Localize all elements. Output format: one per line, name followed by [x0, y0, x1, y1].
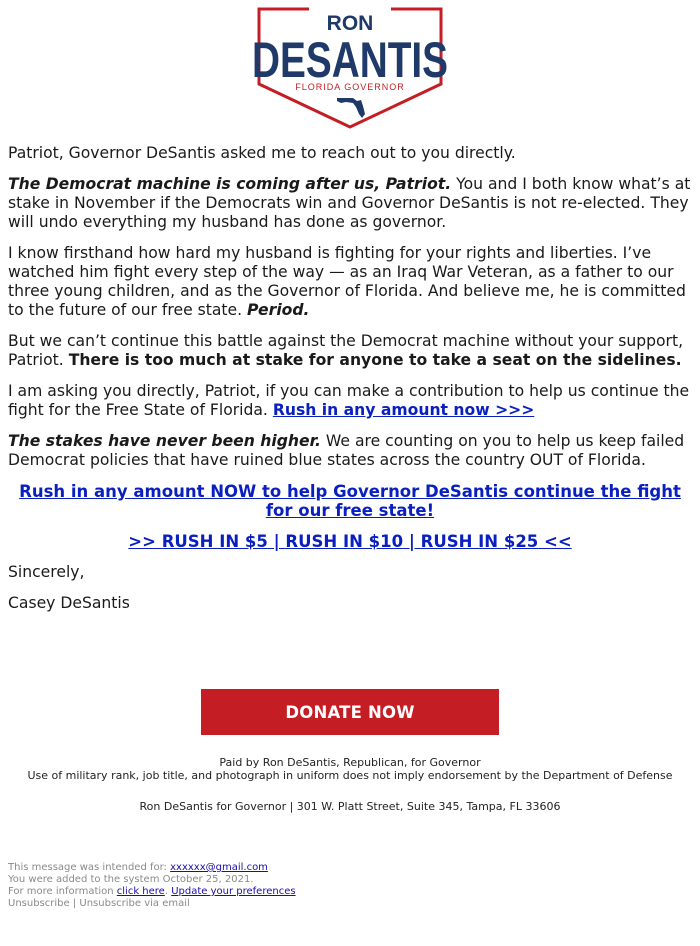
update-preferences-link[interactable]: Update your preferences — [171, 886, 296, 897]
rush-suffix: << — [538, 532, 572, 551]
intended-for-label: This message was intended for: — [8, 862, 171, 873]
paid-by-text: Paid by Ron DeSantis, Republican, for Governor — [219, 756, 481, 769]
click-here-link[interactable]: click here — [116, 886, 165, 897]
paragraph-stakes-bold: The Democrat machine is coming after us, Patriot. — [8, 175, 452, 193]
rush-prefix: >> — [128, 532, 162, 551]
paragraph-husband-text: I know firsthand how hard my husband is fighting for your rights and liberties. I’ve watched him fight every step of the way — as an Iraq War Veteran, as a father to our three young children, and as the Governor of Florida. And believe me, he is committed to the future of our free state. — [8, 244, 686, 319]
intended-for-line — [8, 862, 296, 874]
paragraph-husband-bold: Period. — [247, 301, 310, 319]
paragraph-ask — [8, 382, 692, 420]
paragraph-support — [8, 332, 692, 370]
dod-disclaimer: Use of military rank, job title, and photograph in uniform does not imply endorsement by the Department of Defense — [27, 769, 673, 782]
paragraph-support-text: But we can’t continue this battle against the Democrat machine without your support, Patriot. — [8, 332, 684, 369]
rush-amounts — [8, 532, 692, 551]
email-body — [8, 144, 692, 625]
closing: Sincerely, — [8, 563, 85, 581]
cta-paragraph — [8, 482, 692, 520]
rush-25-link[interactable]: RUSH IN $25 — [420, 532, 539, 551]
rush-links[interactable] — [128, 532, 571, 551]
paragraph-support-bold: There is too much at stake for anyone to take a seat on the sidelines. — [68, 351, 682, 369]
paragraph-husband — [8, 244, 692, 320]
desantis-logo-icon — [249, 6, 451, 130]
cta-link[interactable]: Rush in any amount NOW to help Governor DeSantis continue the fight for our free state! — [19, 482, 681, 520]
more-info-line — [8, 886, 296, 898]
paragraph-stakes — [8, 175, 692, 232]
unsubscribe-pipe: | — [69, 898, 80, 909]
campaign-logo — [0, 6, 700, 130]
paragraph-higher-text: We are counting on you to help us keep failed Democrat policies that have ruined blue states across the country OUT of Florida. — [8, 432, 685, 469]
rush-any-amount-link[interactable]: Rush in any amount now >>> — [272, 401, 535, 419]
unsubscribe-line — [8, 898, 296, 910]
added-date-line: You were added to the system October 25, 2021. — [8, 874, 254, 885]
greeting-paragraph: Patriot, Governor DeSantis asked me to reach out to you directly. — [8, 144, 516, 162]
logo-line3: FLORIDA GOVERNOR — [295, 82, 405, 92]
legal-footer — [8, 862, 296, 910]
more-info-label: For more information — [8, 886, 117, 897]
logo-line2: DESANTIS — [252, 32, 448, 88]
paragraph-stakes-text: You and I both know what’s at stake in November if the Democrats win and Governor DeSantis is not re-elected. They will undo everything my husband has done as governor. — [8, 175, 691, 231]
unsubscribe-link[interactable]: Unsubscribe — [8, 898, 70, 909]
campaign-address: Ron DeSantis for Governor | 301 W. Platt Street, Suite 345, Tampa, FL 33606 — [139, 800, 561, 813]
rush-separator: | — [267, 532, 286, 551]
paragraph-ask-text: I am asking you directly, Patriot, if you can make a contribution to help us continue the fight for the Free State of Florida. — [8, 382, 690, 419]
unsubscribe-email-link[interactable]: Unsubscribe via email — [79, 898, 190, 909]
donate-now-button[interactable]: DONATE NOW — [201, 689, 499, 735]
paragraph-higher-bold: The stakes have never been higher. — [8, 432, 321, 450]
rush-5-link[interactable]: RUSH IN $5 — [161, 532, 268, 551]
logo-line1: RON — [326, 12, 374, 35]
signature: Casey DeSantis — [8, 594, 130, 612]
recipient-email-link[interactable]: xxxxxx@gmail.com — [170, 862, 268, 873]
rush-10-link[interactable]: RUSH IN $10 — [285, 532, 404, 551]
paragraph-higher — [8, 432, 692, 470]
rush-separator: | — [403, 532, 421, 551]
more-info-dot: . — [164, 886, 172, 897]
